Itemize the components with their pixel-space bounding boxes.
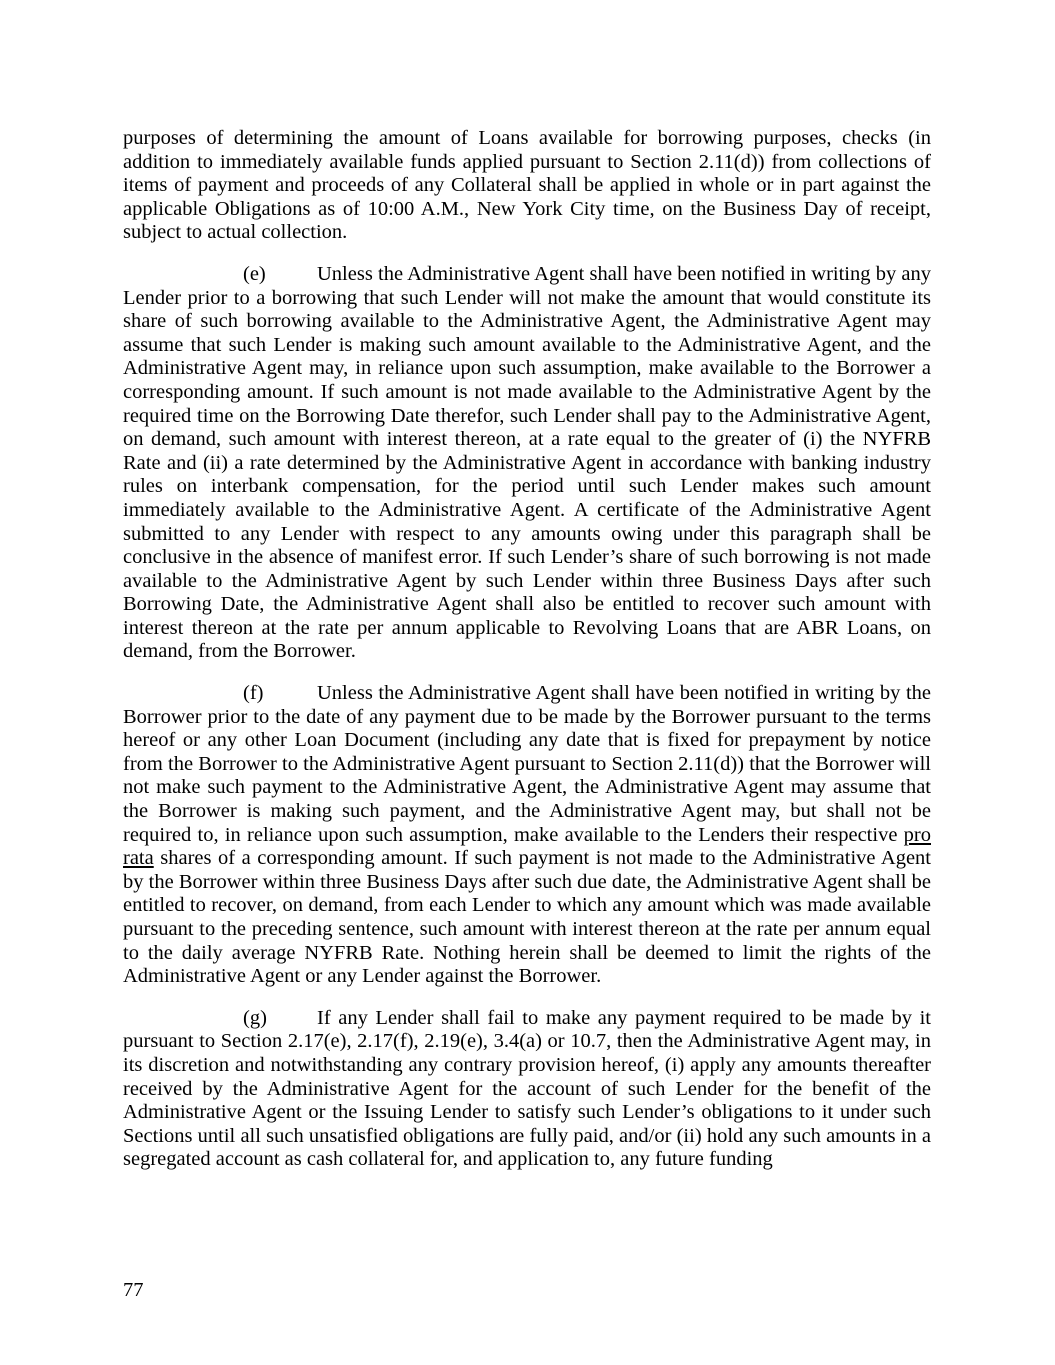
paragraph-f-text-part1: Unless the Administrative Agent shall have been notified in writing by the Borrower prior to the date of any payment due to be made by the Borrower pursuant to the terms hereof or any other Loan Document (including any date that is fixed for prepayment by notice from the Borrower to the Administrative Agent pursuant to Section 2.11(d)) that the Borrower will not make such payment to the Administrative Agent, the Administrative Agent may assume that the Borrower is making such payment, and the Administrative Agent may, but shall not be required to, in reliance upon such assumption, make available to the Lenders their respective bbox=[123, 682, 931, 846]
page-body-text bbox=[123, 127, 931, 1172]
paragraph-e bbox=[123, 263, 931, 664]
paragraph-f-text-part2: shares of a corresponding amount. If such payment is not made to the Administrative Agent by the Borrower within three Business Days after such due date, the Administrative Agent shall be entitled to recover, on demand, from each Lender to which any amount which was made available pursuant to the preceding sentence, such amount with interest thereon at the rate per annum equal to the daily average NYFRB Rate. Nothing herein shall be deemed to limit the rights of the Administrative Agent or any Lender against the Borrower. bbox=[123, 847, 931, 988]
paragraph-g-text: If any Lender shall fail to make any payment required to be made by it pursuant to Section 2.17(e), 2.17(f), 2.19(e), 3.4(a) or 10.7, then the Administrative Agent may, in its discretion and notwithstanding any contrary provision hereof, (i) apply any amounts thereafter received by the Administrative Agent for the account of such Lender for the benefit of the Administrative Agent or the Issuing Lender to satisfy such Lender’s obligations to it under such Sections until all such unsatisfied obligations are fully paid, and/or (ii) hold any such amounts in a segregated account as cash collateral for, and application to, any future funding bbox=[123, 1006, 931, 1171]
paragraph-g-label: (g) bbox=[243, 1006, 267, 1029]
paragraph-f bbox=[123, 682, 931, 989]
paragraph-g bbox=[123, 1007, 931, 1172]
paragraph-f-label: (f) bbox=[243, 682, 264, 705]
paragraph-f-underlined-term: pro rata bbox=[123, 823, 931, 870]
paragraph-e-label: (e) bbox=[243, 262, 266, 285]
page-number: 77 bbox=[123, 1279, 144, 1301]
paragraph-e-text: Unless the Administrative Agent shall have been notified in writing by any Lender prior to a borrowing that such Lender will not make the amount that would constitute its share of such borrowing available to the Administrative Agent, the Administrative Agent may assume that such Lender is making such amount available to the Administrative Agent, and the Administrative Agent may, in reliance upon such assumption, make available to the Borrower a corresponding amount. If such amount is not made available to the Administrative Agent by the required time on the Borrowing Date therefor, such Lender shall pay to the Administrative Agent, on demand, such amount with interest thereon, at a rate equal to the greater of (i) the NYFRB Rate and (ii) a rate determined by the Administrative Agent in accordance with banking industry rules on interbank compensation, for the period until such Lender makes such amount immediately available to the Administrative Agent. A certificate of the Administrative Agent submitted to any Lender with respect to any amounts owing under this paragraph shall be conclusive in the absence of manifest error. If such Lender’s share of such borrowing is not made available to the Administrative Agent by such Lender within three Business Days after such Borrowing Date, the Administrative Agent shall also be entitled to recover such amount with interest thereon at the rate per annum applicable to Revolving Loans that are ABR Loans, on demand, from the Borrower. bbox=[123, 262, 931, 663]
paragraph-continuation: purposes of determining the amount of Loans available for borrowing purposes, checks (in addition to immediately available funds applied pursuant to Section 2.11(d)) from collections of items of payment and proceeds of any Collateral shall be applied in whole or in part against the applicable Obligations as of 10:00 A.M., New York City time, on the Business Day of receipt, subject to actual collection. bbox=[123, 127, 931, 244]
